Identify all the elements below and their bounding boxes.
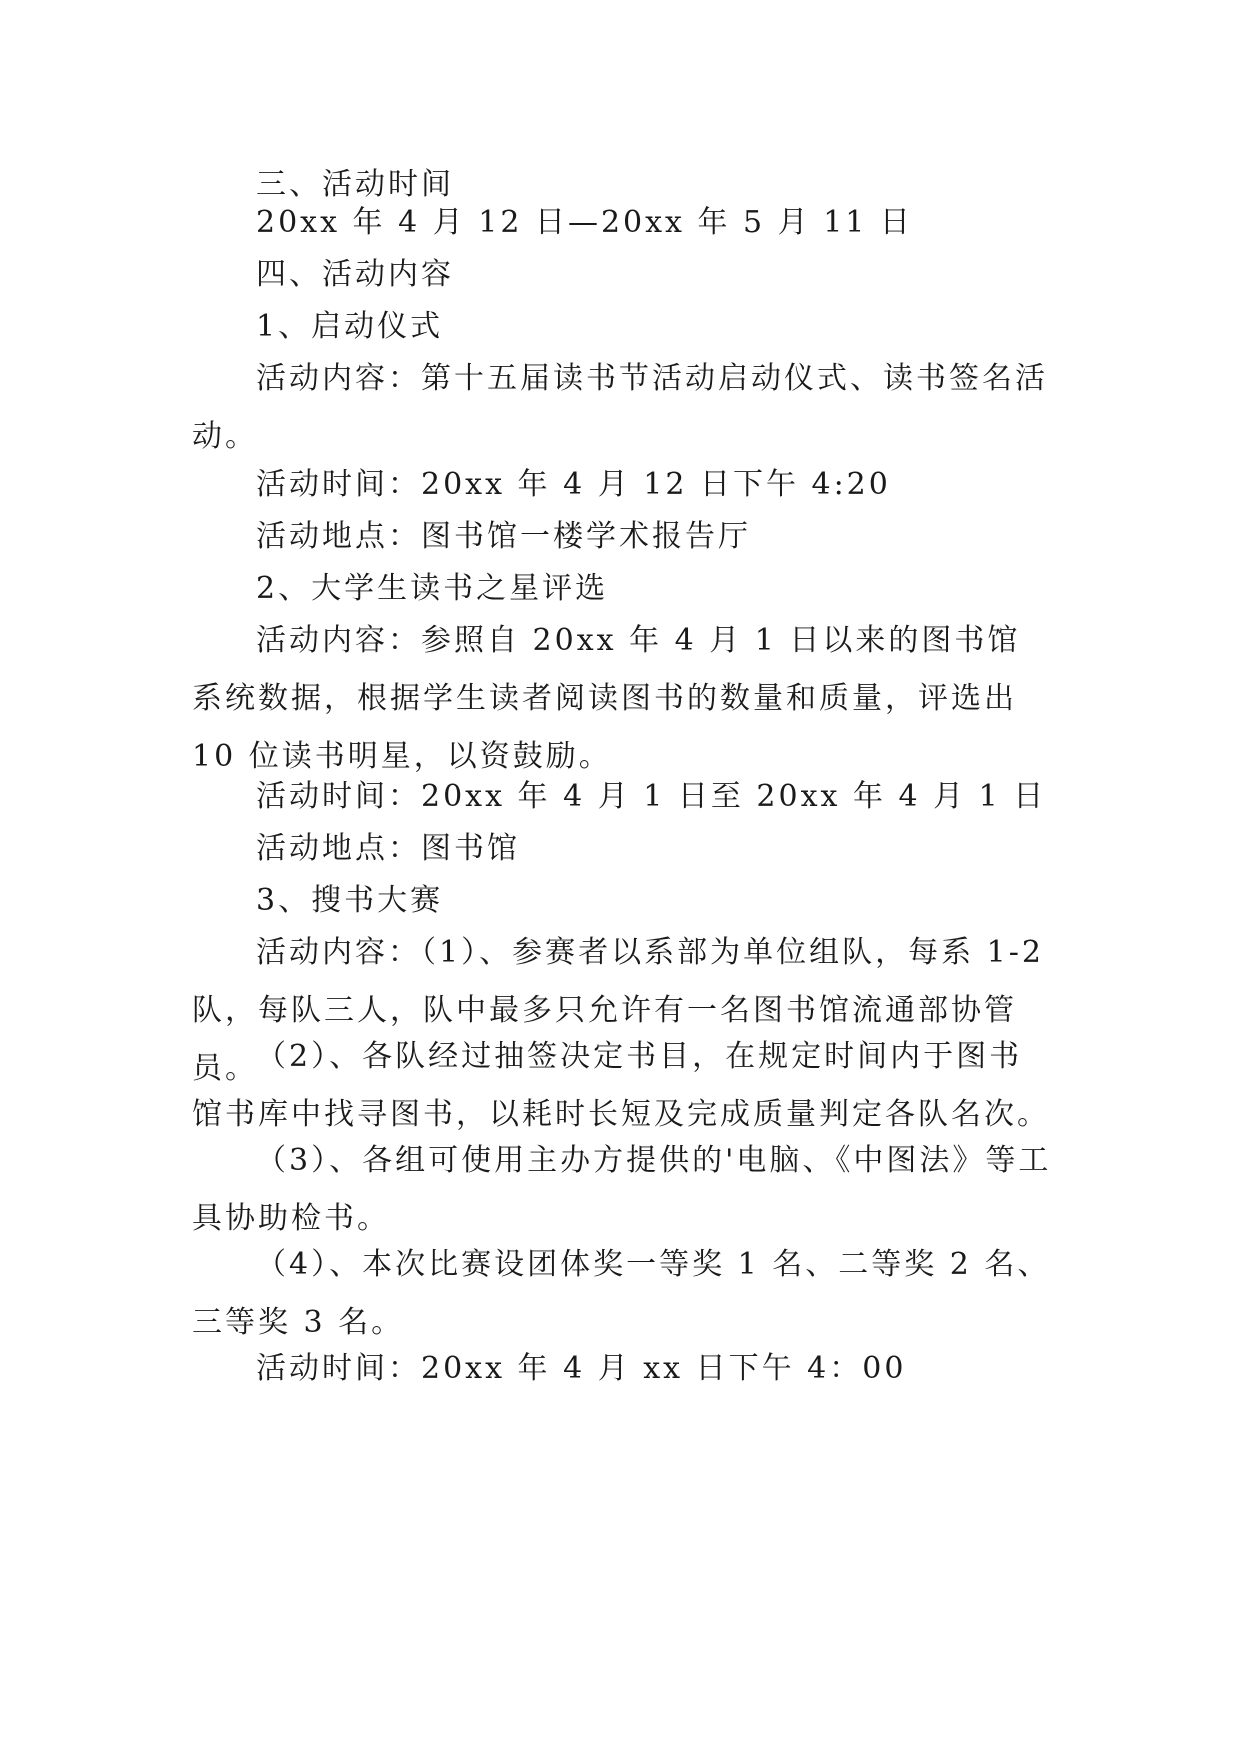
section-heading-content: 四、活动内容: [256, 257, 454, 292]
paragraph: 活动地点：图书馆: [256, 831, 520, 866]
paragraph: （3）、各组可使用主办方提供的'电脑、《中图法》等工具协助检书。: [192, 1143, 1052, 1236]
subsection-heading: 1、启动仪式: [256, 309, 444, 344]
paragraph: 活动内容：参照自 20xx 年 4 月 1 日以来的图书馆系统数据，根据学生读者阅读图书的数量和质量，评选出 10 位读书明星，以资鼓励。: [192, 623, 1021, 774]
section-heading-time: 三、活动时间: [256, 167, 454, 202]
paragraph: 活动时间：20xx 年 4 月 12 日下午 4:20: [256, 467, 891, 502]
paragraph: 活动内容：第十五届读书节活动启动仪式、读书签名活动。: [192, 361, 1048, 454]
paragraph: 活动时间：20xx 年 4 月 xx 日下午 4：00: [256, 1351, 907, 1386]
paragraph: 20xx 年 4 月 12 日—20xx 年 5 月 11 日: [256, 205, 913, 240]
paragraph: （4）、本次比赛设团体奖一等奖 1 名、二等奖 2 名、三等奖 3 名。: [192, 1247, 1051, 1340]
subsection-heading: 2、大学生读书之星评选: [256, 571, 609, 606]
paragraph: 活动内容：（1）、参赛者以系部为单位组队，每系 1-2 队，每队三人，队中最多只允许有一名图书馆流通部协管员。: [192, 935, 1044, 1086]
paragraph: 活动地点：图书馆一楼学术报告厅: [256, 519, 751, 554]
paragraph: （2）、各队经过抽签决定书目，在规定时间内于图书馆书库中找寻图书，以耗时长短及完成质量判定各队名次。: [192, 1039, 1050, 1132]
subsection-heading: 3、搜书大赛: [256, 883, 444, 918]
paragraph: 活动时间：20xx 年 4 月 1 日至 20xx 年 4 月 1 日: [256, 779, 1047, 814]
